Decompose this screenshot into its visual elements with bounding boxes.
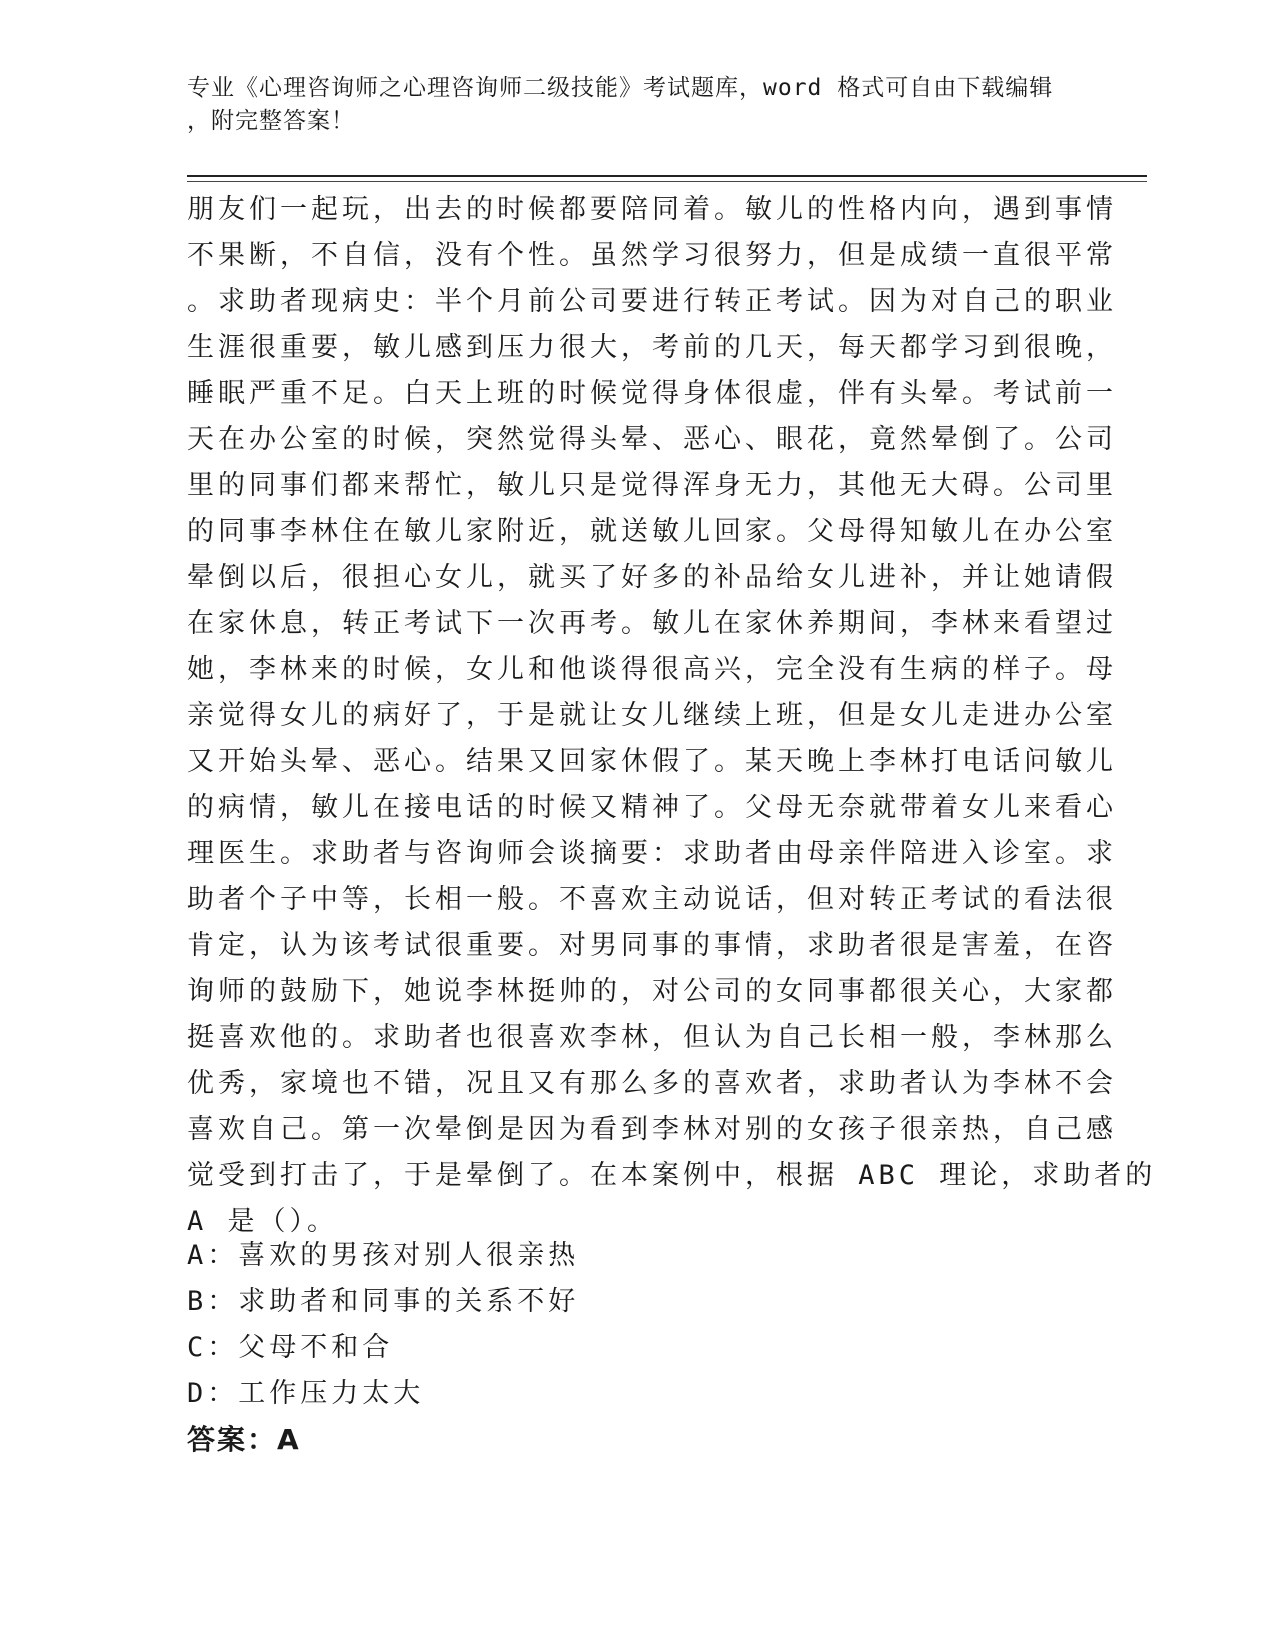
document-header: [187, 72, 1067, 138]
passage-line: 挺喜欢他的。求助者也很喜欢李林，但认为自己长相一般，李林那么: [187, 1022, 1117, 1053]
passage-line: 里的同事们都来帮忙，敏儿只是觉得浑身无力，其他无大碍。公司里: [187, 470, 1117, 501]
passage-line: 她，李林来的时候，女儿和他谈得很高兴，完全没有生病的样子。母: [187, 654, 1117, 685]
option-d: D：工作压力太大: [187, 1378, 425, 1409]
correct-answer: 答案：A: [187, 1423, 301, 1456]
passage-line: 睡眠严重不足。白天上班的时候觉得身体很虚，伴有头晕。考试前一: [187, 378, 1117, 409]
passage-line: 的病情，敏儿在接电话的时候又精神了。父母无奈就带着女儿来看心: [187, 792, 1117, 823]
passage-line: A 是（）。: [187, 1206, 339, 1237]
question-passage: [187, 187, 1157, 1245]
passage-line: 又开始头晕、恶心。结果又回家休假了。某天晚上李林打电话问敏儿: [187, 746, 1117, 777]
answer-options: [187, 1233, 1087, 1417]
passage-line: 亲觉得女儿的病好了，于是就让女儿继续上班，但是女儿走进办公室: [187, 700, 1117, 731]
option-b: B：求助者和同事的关系不好: [187, 1286, 580, 1317]
passage-line: 晕倒以后，很担心女儿，就买了好多的补品给女儿进补，并让她请假: [187, 562, 1117, 593]
passage-line: 优秀，家境也不错，况且又有那么多的喜欢者，求助者认为李林不会: [187, 1068, 1117, 1099]
passage-line: 生涯很重要，敏儿感到压力很大，考前的几天，每天都学习到很晚，: [187, 332, 1117, 363]
option-a: A：喜欢的男孩对别人很亲热: [187, 1240, 580, 1271]
passage-line: 。求助者现病史：半个月前公司要进行转正考试。因为对自己的职业: [187, 286, 1117, 317]
passage-line: 觉受到打击了，于是晕倒了。在本案例中，根据 ABC 理论，求助者的: [187, 1160, 1157, 1191]
passage-line: 朋友们一起玩，出去的时候都要陪同着。敏儿的性格内向，遇到事情: [187, 194, 1117, 225]
header-divider-thin: [187, 181, 1147, 182]
header-divider: [187, 175, 1147, 177]
passage-line: 天在办公室的时候，突然觉得头晕、恶心、眼花，竟然晕倒了。公司: [187, 424, 1117, 455]
passage-line: 助者个子中等，长相一般。不喜欢主动说话，但对转正考试的看法很: [187, 884, 1117, 915]
passage-line: 的同事李林住在敏儿家附近，就送敏儿回家。父母得知敏儿在办公室: [187, 516, 1117, 547]
passage-line: 理医生。求助者与咨询师会谈摘要：求助者由母亲伴陪进入诊室。求: [187, 838, 1117, 869]
header-line-2: ，附完整答案！: [187, 108, 355, 134]
passage-line: 不果断，不自信，没有个性。虽然学习很努力，但是成绩一直很平常: [187, 240, 1117, 271]
passage-line: 喜欢自己。第一次晕倒是因为看到李林对别的女孩子很亲热，自己感: [187, 1114, 1117, 1145]
header-line-1: 专业《心理咨询师之心理咨询师二级技能》考试题库，word 格式可自由下载编辑: [187, 75, 1054, 101]
passage-line: 在家休息，转正考试下一次再考。敏儿在家休养期间，李林来看望过: [187, 608, 1117, 639]
passage-line: 肯定，认为该考试很重要。对男同事的事情，求助者很是害羞，在咨: [187, 930, 1117, 961]
passage-line: 询师的鼓励下，她说李林挺帅的，对公司的女同事都很关心，大家都: [187, 976, 1117, 1007]
option-c: C：父母不和合: [187, 1332, 394, 1363]
